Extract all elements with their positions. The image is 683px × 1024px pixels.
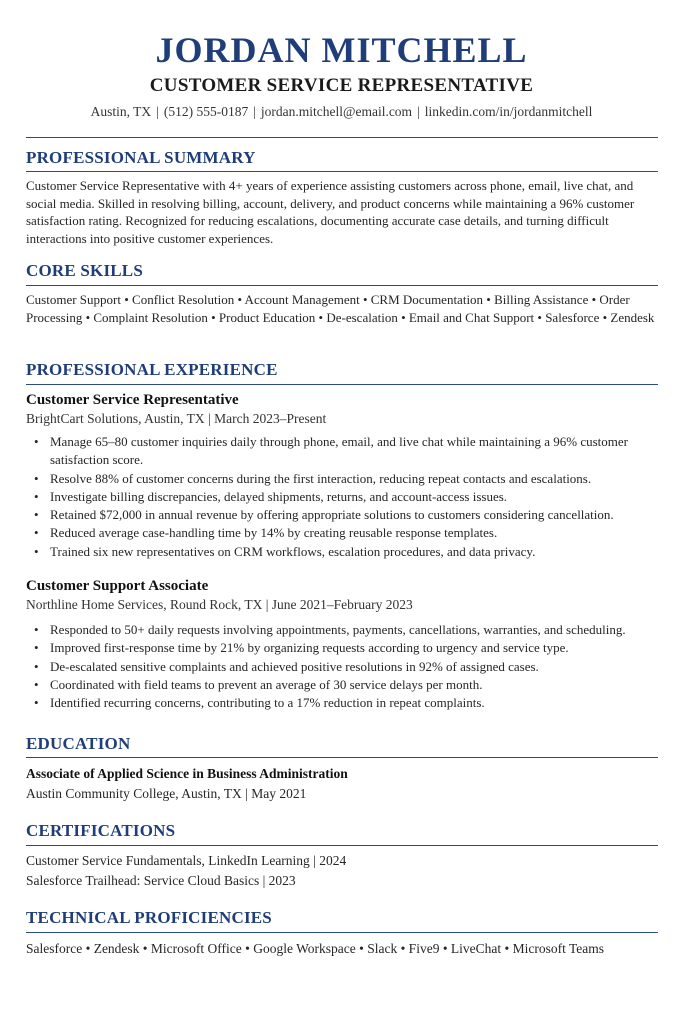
- technical-list: Salesforce • Zendesk • Microsoft Office • Google Workspace • Slack • Five9 • LiveChat • Microsoft Teams: [26, 941, 605, 956]
- list-item: • Resolve 88% of customer concerns during the first interaction, reducing repeat contacts and escalations.: [26, 470, 646, 488]
- job-meta: BrightCart Solutions, Austin, TX | March 2023–Present: [26, 411, 327, 426]
- contact-line: [0, 103, 683, 121]
- job-meta: Northline Home Services, Round Rock, TX | June 2021–February 2023: [26, 597, 413, 612]
- contact-phone[interactable]: (512) 555-0187: [163, 104, 249, 119]
- certifications-heading: CERTIFICATIONS: [26, 821, 176, 840]
- section-divider: [26, 932, 658, 933]
- list-item: • Identified recurring concerns, contributing to a 17% reduction in repeat complaints.: [26, 694, 646, 712]
- list-item: • De-escalated sensitive complaints and achieved positive resolutions in 92% of assigned cases.: [26, 658, 646, 676]
- candidate-name: JORDAN MITCHELL: [155, 30, 528, 70]
- contact-location: Austin, TX: [90, 104, 152, 119]
- contact-email[interactable]: jordan.mitchell@email.com: [260, 104, 413, 119]
- job-title: Customer Support Associate: [26, 578, 209, 594]
- section-divider: [26, 171, 658, 172]
- list-item: • Manage 65–80 customer inquiries daily through phone, email, and live chat while maintaining a 96% customer satisfaction score.: [26, 433, 646, 470]
- certification-item: Customer Service Fundamentals, LinkedIn Learning | 2024: [26, 853, 347, 868]
- candidate-title: CUSTOMER SERVICE REPRESENTATIVE: [149, 75, 534, 96]
- summary-heading: PROFESSIONAL SUMMARY: [26, 148, 256, 167]
- skills-list: Customer Support • Conflict Resolution • Account Management • CRM Documentation • Billing Assistance • Order Processing • Complaint Resolution • Product Education • De-escalation • Email and Chat Support • Salesforce • Zendesk: [26, 292, 655, 325]
- contact-separator: |: [417, 104, 420, 119]
- list-item: • Reduced average case-handling time by 14% by creating reusable response templates.: [26, 524, 646, 542]
- section-divider: [26, 845, 658, 846]
- list-item: • Retained $72,000 in annual revenue by offering appropriate solutions to customers considering cancellation.: [26, 506, 646, 524]
- list-item: • Improved first-response time by 21% by organizing requests according to urgency and service type.: [26, 639, 646, 657]
- certification-item: Salesforce Trailhead: Service Cloud Basics | 2023: [26, 873, 296, 888]
- summary-text: Customer Service Representative with 4+ years of experience assisting customers across phone, email, live chat, and social media. Skilled in resolving billing, account, delivery, and product concerns while maintaining a 96% customer satisfaction rating. Recognized for reducing escalations, documenting accurate case details, and turning difficult interactions into positive customer experiences.: [26, 178, 635, 246]
- section-divider: [26, 757, 658, 758]
- skills-heading: CORE SKILLS: [26, 261, 143, 280]
- job-title: Customer Service Representative: [26, 392, 239, 408]
- education-heading: EDUCATION: [26, 734, 131, 753]
- experience-heading: PROFESSIONAL EXPERIENCE: [26, 360, 278, 379]
- education-school: Austin Community College, Austin, TX | May 2021: [26, 786, 307, 801]
- list-item: • Coordinated with field teams to prevent an average of 30 service delays per month.: [26, 676, 646, 694]
- section-divider: [26, 384, 658, 385]
- list-item: • Trained six new representatives on CRM workflows, escalation procedures, and data privacy.: [26, 543, 646, 561]
- contact-linkedin[interactable]: linkedin.com/in/jordanmitchell: [424, 104, 593, 119]
- list-item: • Investigate billing discrepancies, delayed shipments, returns, and account-access issues.: [26, 488, 646, 506]
- job-bullets: [26, 621, 646, 712]
- contact-separator: |: [156, 104, 159, 119]
- contact-separator: |: [253, 104, 256, 119]
- section-divider: [26, 285, 658, 286]
- header-divider: [26, 137, 658, 138]
- technical-heading: TECHNICAL PROFICIENCIES: [26, 908, 272, 927]
- education-degree: Associate of Applied Science in Business Administration: [26, 766, 348, 781]
- list-item: • Responded to 50+ daily requests involving appointments, payments, cancellations, warranties, and scheduling.: [26, 621, 646, 639]
- job-bullets: [26, 433, 646, 561]
